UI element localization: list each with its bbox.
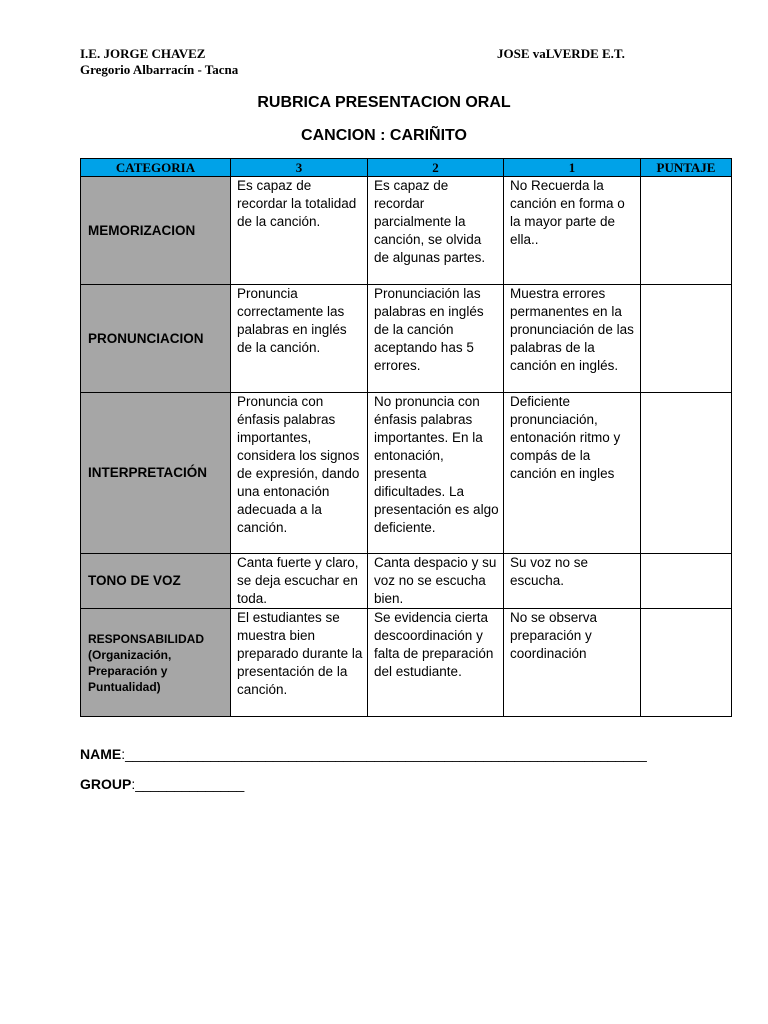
- level-3-cell: Pronuncia con énfasis palabras importantes, considera los signos de expresión, dando una entonación adecuada a la canción.: [231, 393, 368, 554]
- level-2-cell: Es capaz de recordar parcialmente la canción, se olvida de algunas partes.: [368, 177, 504, 285]
- school-district: Gregorio Albarracín - Tacna: [80, 62, 239, 77]
- rubric-table: [80, 158, 732, 717]
- puntaje-cell[interactable]: [641, 554, 732, 609]
- group-field[interactable]: [80, 775, 244, 793]
- teacher-name: JOSE vaLVERDE E.T.: [497, 46, 625, 61]
- puntaje-cell[interactable]: [641, 285, 732, 393]
- header-categoria: CATEGORIA: [81, 159, 231, 177]
- page-title: RUBRICA PRESENTACION ORAL: [257, 94, 511, 111]
- table-row: [81, 285, 732, 393]
- level-2-cell: Canta despacio y su voz no se escucha bien.: [368, 554, 504, 609]
- level-1-cell: Su voz no se escucha.: [504, 554, 641, 609]
- level-3-cell: El estudiantes se muestra bien preparado durante la presentación de la canción.: [231, 609, 368, 717]
- table-header-row: [81, 159, 732, 177]
- puntaje-cell[interactable]: [641, 177, 732, 285]
- level-3-cell: Canta fuerte y claro, se deja escuchar en toda.: [231, 554, 368, 609]
- category-cell: INTERPRETACIÓN: [81, 393, 231, 554]
- puntaje-cell[interactable]: [641, 609, 732, 717]
- category-cell: [81, 609, 231, 717]
- level-2-cell: Se evidencia cierta descoordinación y falta de preparación del estudiante.: [368, 609, 504, 717]
- level-2-cell: Pronunciación las palabras en inglés de la canción aceptando has 5 errores.: [368, 285, 504, 393]
- table-row: [81, 609, 732, 717]
- category-cell: PRONUNCIACION: [81, 285, 231, 393]
- name-field[interactable]: [80, 745, 647, 763]
- group-blank[interactable]: :______________: [131, 776, 245, 792]
- table-row: [81, 177, 732, 285]
- level-1-cell: Muestra errores permanentes en la pronunciación de las palabras de la canción en inglés.: [504, 285, 641, 393]
- name-blank[interactable]: :___________________________________________________________________: [121, 746, 647, 762]
- header-level-1: 1: [504, 159, 641, 177]
- level-3-cell: Es capaz de recordar la totalidad de la canción.: [231, 177, 368, 285]
- group-label: GROUP: [80, 776, 132, 792]
- header-puntaje: PUNTAJE: [641, 159, 732, 177]
- header-level-3: 3: [231, 159, 368, 177]
- level-3-cell: Pronuncia correctamente las palabras en inglés de la canción.: [231, 285, 368, 393]
- table-row: [81, 554, 732, 609]
- level-1-cell: Deficiente pronunciación, entonación ritmo y compás de la canción en ingles: [504, 393, 641, 554]
- puntaje-cell[interactable]: [641, 393, 732, 554]
- level-2-cell: No pronuncia con énfasis palabras importantes. En la entonación, presenta dificultades. La presentación es algo deficiente.: [368, 393, 504, 554]
- name-label: NAME: [80, 746, 122, 762]
- header-level-2: 2: [368, 159, 504, 177]
- page-subtitle: CANCION : CARIÑITO: [301, 127, 467, 144]
- category-cell: TONO DE VOZ: [81, 554, 231, 609]
- level-1-cell: No se observa preparación y coordinación: [504, 609, 641, 717]
- category-title: RESPONSABILIDAD: [88, 631, 205, 646]
- school-name: I.E. JORGE CHAVEZ: [80, 46, 206, 61]
- category-cell: MEMORIZACION: [81, 177, 231, 285]
- table-row: [81, 393, 732, 554]
- category-detail: (Organización, Preparación y Puntualidad): [88, 647, 172, 694]
- level-1-cell: No Recuerda la canción en forma o la mayor parte de ella..: [504, 177, 641, 285]
